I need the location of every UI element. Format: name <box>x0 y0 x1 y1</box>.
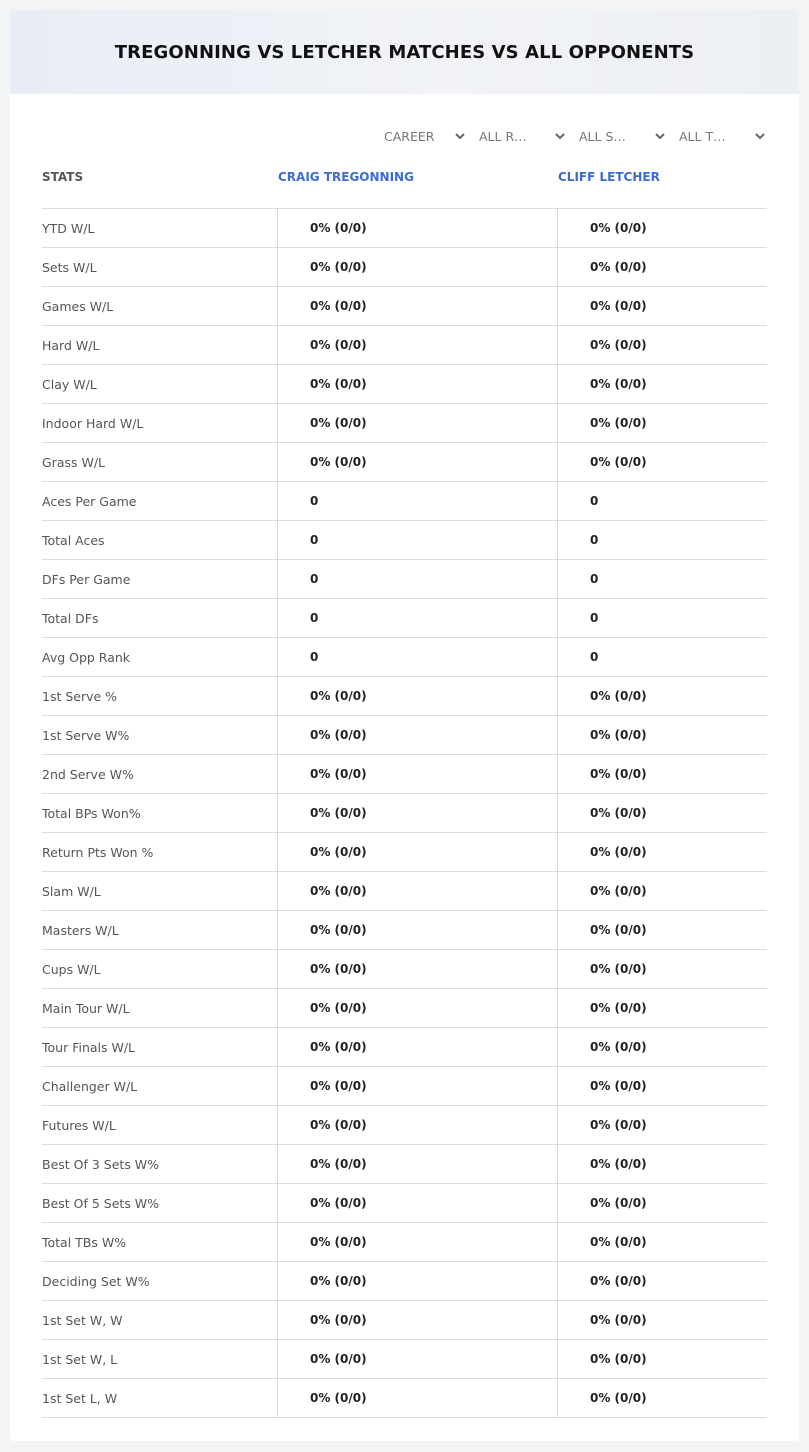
chevron-down-icon <box>454 130 466 142</box>
stat-label: Main Tour W/L <box>42 1000 130 1016</box>
player1-value: 0% (0/0) <box>310 806 367 820</box>
stat-label: 1st Serve W% <box>42 727 130 743</box>
player1-value: 0% (0/0) <box>310 455 367 469</box>
page-header <box>10 10 799 94</box>
round-filter-select[interactable] <box>479 126 527 146</box>
chevron-down-icon <box>654 130 666 142</box>
player2-value: 0% (0/0) <box>590 416 647 430</box>
table-header <box>42 170 767 190</box>
player2-value: 0% (0/0) <box>590 1274 647 1288</box>
player1-value: 0% (0/0) <box>310 1001 367 1015</box>
stat-label: Total BPs Won% <box>42 805 141 821</box>
player1-value: 0% (0/0) <box>310 1352 367 1366</box>
stat-label: Slam W/L <box>42 883 101 899</box>
career-filter-select[interactable] <box>384 126 434 146</box>
table-row <box>42 599 767 638</box>
stat-label: YTD W/L <box>42 220 95 236</box>
player2-value: 0% (0/0) <box>590 767 647 781</box>
filter-label: ALL T… <box>679 128 726 144</box>
chevron-down-icon <box>554 130 566 142</box>
player1-value: 0% (0/0) <box>310 1196 367 1210</box>
table-row <box>42 677 767 716</box>
player1-value: 0 <box>310 611 319 625</box>
stat-label: Total TBs W% <box>42 1234 127 1250</box>
table-row <box>42 365 767 404</box>
player1-value: 0% (0/0) <box>310 338 367 352</box>
player2-value: 0% (0/0) <box>590 1040 647 1054</box>
table-row <box>42 716 767 755</box>
table-row <box>42 872 767 911</box>
player1-value: 0% (0/0) <box>310 923 367 937</box>
player1-value: 0 <box>310 533 319 547</box>
table-row <box>42 1301 767 1340</box>
stat-label: Return Pts Won % <box>42 844 154 860</box>
player1-value: 0% (0/0) <box>310 1274 367 1288</box>
stats-card <box>10 10 799 1441</box>
table-row <box>42 1145 767 1184</box>
stat-label: Games W/L <box>42 298 114 314</box>
table-row <box>42 638 767 677</box>
player2-value: 0% (0/0) <box>590 455 647 469</box>
stat-label: Total DFs <box>42 610 99 626</box>
player2-value: 0% (0/0) <box>590 338 647 352</box>
table-row <box>42 443 767 482</box>
table-row <box>42 1223 767 1262</box>
player2-value: 0% (0/0) <box>590 1313 647 1327</box>
stat-label: Deciding Set W% <box>42 1273 150 1289</box>
player1-value: 0% (0/0) <box>310 1118 367 1132</box>
player2-value: 0% (0/0) <box>590 377 647 391</box>
filter-label: ALL R… <box>479 128 527 144</box>
table-row <box>42 248 767 287</box>
table-row <box>42 833 767 872</box>
player1-value: 0% (0/0) <box>310 377 367 391</box>
player2-value: 0% (0/0) <box>590 806 647 820</box>
player2-value: 0% (0/0) <box>590 1196 647 1210</box>
player2-value: 0% (0/0) <box>590 1391 647 1405</box>
stat-label: Sets W/L <box>42 259 97 275</box>
player1-value: 0% (0/0) <box>310 962 367 976</box>
player2-value: 0% (0/0) <box>590 260 647 274</box>
stat-label: Best Of 5 Sets W% <box>42 1195 160 1211</box>
player2-value: 0 <box>590 572 599 586</box>
surface-filter-select[interactable] <box>579 126 626 146</box>
stat-label: 2nd Serve W% <box>42 766 134 782</box>
player1-value: 0 <box>310 572 319 586</box>
player1-value: 0 <box>310 494 319 508</box>
player2-value: 0 <box>590 494 599 508</box>
stat-label: DFs Per Game <box>42 571 131 587</box>
table-row <box>42 911 767 950</box>
player1-value: 0% (0/0) <box>310 884 367 898</box>
player1-value: 0% (0/0) <box>310 728 367 742</box>
player2-value: 0 <box>590 611 599 625</box>
table-row <box>42 1340 767 1379</box>
table-row <box>42 1028 767 1067</box>
table-row <box>42 521 767 560</box>
stat-label: Clay W/L <box>42 376 97 392</box>
table-row <box>42 482 767 521</box>
stat-label: Cups W/L <box>42 961 101 977</box>
player1-value: 0% (0/0) <box>310 1235 367 1249</box>
player2-value: 0% (0/0) <box>590 299 647 313</box>
chevron-down-icon <box>754 130 766 142</box>
table-row <box>42 950 767 989</box>
table-row <box>42 326 767 365</box>
tournament-filter-select[interactable] <box>679 126 726 146</box>
player2-value: 0% (0/0) <box>590 1079 647 1093</box>
stat-label: Grass W/L <box>42 454 106 470</box>
filter-label: CAREER <box>384 128 435 144</box>
player2-link[interactable]: CLIFF LETCHER <box>558 170 660 184</box>
stat-label: 1st Set W, W <box>42 1312 123 1328</box>
stat-label: 1st Set W, L <box>42 1351 118 1367</box>
table-row <box>42 794 767 833</box>
player2-value: 0% (0/0) <box>590 1001 647 1015</box>
stat-label: Indoor Hard W/L <box>42 415 144 431</box>
player1-value: 0 <box>310 650 319 664</box>
player2-value: 0 <box>590 650 599 664</box>
stat-label: Masters W/L <box>42 922 119 938</box>
stat-label: Best Of 3 Sets W% <box>42 1156 160 1172</box>
filter-label: ALL S… <box>579 128 626 144</box>
player2-value: 0% (0/0) <box>590 221 647 235</box>
player2-value: 0% (0/0) <box>590 1235 647 1249</box>
stat-label: Tour Finals W/L <box>42 1039 136 1055</box>
player2-value: 0% (0/0) <box>590 962 647 976</box>
table-row <box>42 287 767 326</box>
stats-table <box>42 208 767 1418</box>
table-row <box>42 755 767 794</box>
player1-value: 0% (0/0) <box>310 299 367 313</box>
player2-value: 0% (0/0) <box>590 845 647 859</box>
page-title: TREGONNING VS LETCHER MATCHES VS ALL OPPONENTS <box>114 41 695 63</box>
player1-value: 0% (0/0) <box>310 767 367 781</box>
player1-value: 0% (0/0) <box>310 689 367 703</box>
table-row <box>42 404 767 443</box>
player2-value: 0% (0/0) <box>590 689 647 703</box>
filter-bar <box>10 126 799 146</box>
player1-value: 0% (0/0) <box>310 1157 367 1171</box>
player2-value: 0 <box>590 533 599 547</box>
table-row <box>42 1106 767 1145</box>
stat-label: Aces Per Game <box>42 493 137 509</box>
player2-value: 0% (0/0) <box>590 1157 647 1171</box>
player1-value: 0% (0/0) <box>310 1040 367 1054</box>
player2-value: 0% (0/0) <box>590 728 647 742</box>
stat-label: 1st Set L, W <box>42 1390 118 1406</box>
player1-value: 0% (0/0) <box>310 260 367 274</box>
stat-label: Challenger W/L <box>42 1078 138 1094</box>
player2-value: 0% (0/0) <box>590 923 647 937</box>
stat-label: Hard W/L <box>42 337 100 353</box>
player1-value: 0% (0/0) <box>310 845 367 859</box>
player2-value: 0% (0/0) <box>590 1352 647 1366</box>
player1-value: 0% (0/0) <box>310 1079 367 1093</box>
table-row <box>42 1067 767 1106</box>
table-row <box>42 1379 767 1418</box>
table-row <box>42 560 767 599</box>
player1-value: 0% (0/0) <box>310 1313 367 1327</box>
stats-column-header: STATS <box>42 170 84 184</box>
player1-value: 0% (0/0) <box>310 1391 367 1405</box>
player2-value: 0% (0/0) <box>590 1118 647 1132</box>
table-row <box>42 1262 767 1301</box>
player1-link[interactable]: CRAIG TREGONNING <box>278 170 414 184</box>
player2-value: 0% (0/0) <box>590 884 647 898</box>
stat-label: Avg Opp Rank <box>42 649 131 665</box>
player1-value: 0% (0/0) <box>310 416 367 430</box>
table-row <box>42 209 767 248</box>
table-row <box>42 1184 767 1223</box>
table-row <box>42 989 767 1028</box>
stat-label: Total Aces <box>42 532 105 548</box>
stat-label: Futures W/L <box>42 1117 116 1133</box>
player1-value: 0% (0/0) <box>310 221 367 235</box>
stat-label: 1st Serve % <box>42 688 118 704</box>
